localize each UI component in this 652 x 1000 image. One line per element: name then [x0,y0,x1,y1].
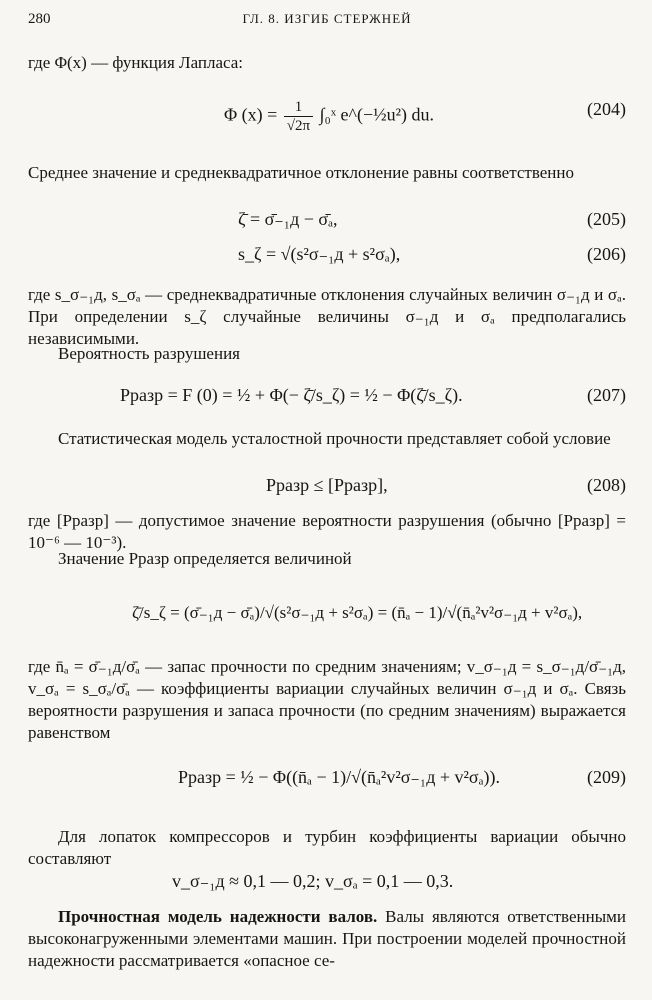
paragraph-allowable: где [Pразр] — допустимое значение вероятности разрушения (обычно [Pразр] = 10⁻⁶ — 10⁻³). [28,511,626,552]
formula-values: v_σ₋₁д ≈ 0,1 — 0,2; v_σₐ = 0,1 — 0,3. [172,871,454,891]
page-header [28,8,626,30]
paragraph-failure-probability: Вероятность разрушения [58,344,240,363]
equation-209 [28,762,626,802]
formula-209: Pразр = ½ − Φ((n̄ₐ − 1)/√(n̄ₐ²v²σ₋₁д + v²σₐ)). [178,767,501,787]
section-heading-shafts: Прочностная модель надежности валов. [58,907,378,926]
paragraph-safety-factor: где n̄ₐ = σ̄₋₁д/σ̄ₐ — запас прочности по средним значениям; v_σ₋₁д = s_σ₋₁д/σ̄₋₁д, v_σₐ = s_σₐ/σ̄ₐ — коэффициенты вариации случайных величин σ₋₁д и σₐ. Связь вероятности разрушения и запаса прочности (по средним значениям) выражается равенством [28,657,626,742]
equation-number-207: (207) [587,385,626,405]
paragraph-mean-deviation: Среднее значение и среднеквадратичное отклонение равны соответственно [28,163,574,182]
equation-number-206: (206) [587,244,626,264]
page-number: 280 [28,11,51,27]
fraction-denominator: √2π [286,118,311,134]
running-head: ГЛ. 8. ИЗГИБ СТЕРЖНЕЙ [242,11,412,26]
paragraph-blades: Для лопаток компрессоров и турбин коэффициенты вариации обычно составляют [28,827,626,868]
paragraph-deviations: где s_σ₋₁д, s_σₐ — среднеквадратичные отклонения случайных величин σ₋₁д и σₐ. При определении s_ζ случайные величины σ₋₁д и σₐ предполагались независимыми. [28,285,626,348]
equation-values [28,870,626,910]
equation-206 [28,243,626,283]
formula-206: s_ζ = √(s²σ₋₁д + s²σₐ), [238,244,401,264]
fraction-numerator: 1 [284,98,313,117]
equation-205 [28,208,626,248]
equation-number-208: (208) [587,475,626,495]
paragraph-shafts [28,906,626,972]
paragraph-laplace: где Φ(x) — функция Лапласа: [28,53,244,72]
paragraph-value-defined: Значение Pразр определяется величиной [58,549,352,568]
formula-204-right: ∫₀ˣ e^(−½u²) du. [315,104,434,125]
equation-number-209: (209) [587,767,626,787]
formula-207: Pразр = F (0) = ½ + Φ(− ζ̄/s_ζ) = ½ − Φ(ζ̄/s_ζ). [120,385,463,405]
equation-number-205: (205) [587,209,626,229]
formula-204 [224,98,434,135]
equation-207 [28,382,626,422]
fraction-1-over-sqrt-2pi [284,98,313,135]
paragraph-shafts-text: Валы являются ответственными высоконагруженными элементами машин. При построении моделей прочностной надежности рассматривается «опасное се- [28,907,626,970]
equation-ratio [28,596,626,636]
equation-208 [28,474,626,514]
equation-204 [28,92,626,132]
equation-number-204: (204) [587,99,626,119]
formula-ratio: ζ̄/s_ζ = (σ̄₋₁д − σ̄ₐ)/√(s²σ₋₁д + s²σₐ) = (n̄ₐ − 1)/√(n̄ₐ²v²σ₋₁д + v²σₐ), [132,603,583,622]
formula-204-left: Φ (x) = [224,104,282,125]
formula-208: Pразр ≤ [Pразр], [266,475,388,495]
paragraph-statistical-model: Статистическая модель усталостной прочности представляет собой условие [58,429,611,448]
formula-205: ζ̄ = σ̄₋₁д − σ̄ₐ, [238,209,338,229]
